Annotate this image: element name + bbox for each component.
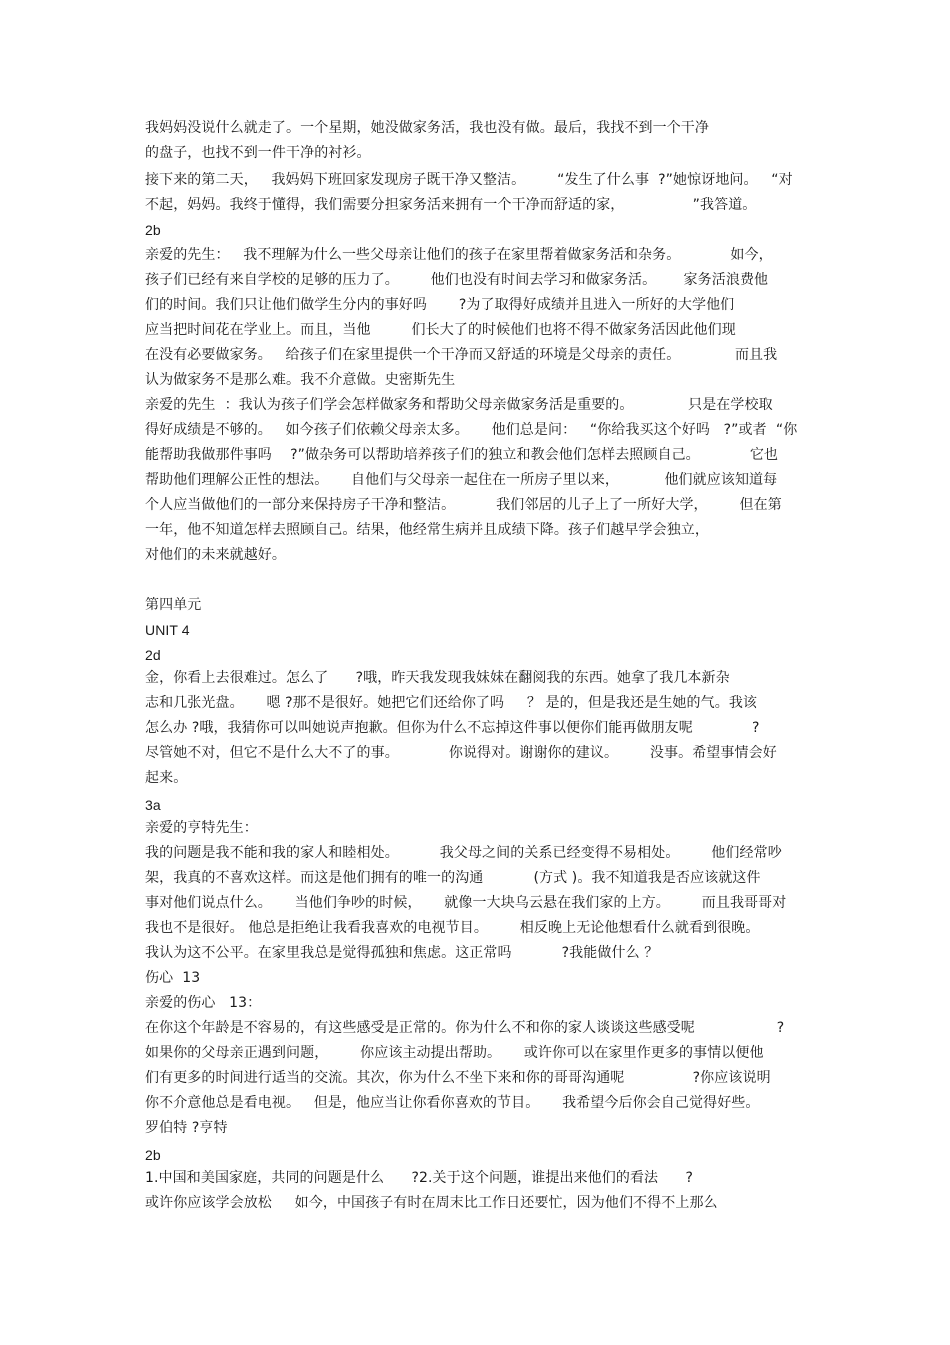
- text-line: 能帮助我做那件事吗 ?”做杂务可以帮助培养孩子们的独立和教会他们怎样去照顾自己。 它也: [145, 447, 779, 463]
- text-line: 金，你看上去很难过。怎么了 ?哦，昨天我发现我妹妹在翻阅我的东西。她拿了我几本新杂: [145, 670, 730, 686]
- text-line: 或许你应该学会放松 如今，中国孩子有时在周末比工作日还要忙，因为他们不得不上那么: [145, 1195, 718, 1211]
- text-line: 1.中国和美国家庭，共同的问题是什么 ?2.关于这个问题，谁提出来他们的看法 ?: [145, 1170, 693, 1186]
- text-line: 怎么办 ?哦，我猜你可以叫她说声抱歉。但你为什么不忘掉这件事以便你们能再做朋友呢 ?: [145, 720, 760, 736]
- text-line: 伤心 13: [145, 970, 201, 986]
- text-line: 架，我真的不喜欢这样。而这是他们拥有的唯一的沟通 (方式 )。我不知道我是否应该就这件: [145, 870, 761, 886]
- section-heading: 2b: [145, 222, 161, 238]
- text-line: 得好成绩是不够的。 如今孩子们依赖父母亲太多。 他们总是问： “你给我买这个好吗 ?”或者 “你: [145, 422, 798, 438]
- text-line: 如果你的父母亲正遇到问题， 你应该主动提出帮助。 或许你可以在家里作更多的事情以便他: [145, 1045, 764, 1061]
- text-line: 我也不是很好。 他总是拒绝让我看我喜欢的电视节目。 相反晚上无论他想看什么就看到很晚。: [145, 920, 760, 936]
- unit-heading-english: UNIT 4: [145, 622, 190, 638]
- text-line: 亲爱的先生： 我不理解为什么一些父母亲让他们的孩子在家里帮着做家务活和杂务。 如今，: [145, 247, 773, 263]
- text-line: 孩子们已经有来自学校的足够的压力了。 他们也没有时间去学习和做家务活。 家务活浪费他: [145, 272, 769, 288]
- text-line: 事对他们说点什么。 当他们争吵的时候， 就像一大块乌云悬在我们家的上方。 而且我哥哥对: [145, 895, 787, 911]
- text-line: 在没有必要做家务。 给孩子们在家里提供一个干净而又舒适的环境是父母亲的责任。 而且我: [145, 347, 778, 363]
- section-heading: 3a: [145, 797, 161, 813]
- text-line: 接下来的第二天， 我妈妈下班回家发现房子既干净又整洁。 “发生了什么事 ?”她惊讶地问。 “对: [145, 172, 793, 188]
- text-line: 起来。: [145, 770, 188, 786]
- text-line: 我认为这不公平。在家里我总是觉得孤独和焦虑。这正常吗 ?我能做什么 ？: [145, 945, 659, 961]
- text-line: 对他们的未来就越好。: [145, 547, 286, 563]
- text-line: 在你这个年龄是不容易的，有这些感受是正常的。你为什么不和你的家人谈谈这些感受呢 ?: [145, 1020, 785, 1036]
- unit-heading: 第四单元: [145, 597, 202, 613]
- text-line: 个人应当做他们的一部分来保持房子干净和整洁。 我们邻居的儿子上了一所好大学， 但在第: [145, 497, 782, 513]
- text-line: 认为做家务不是那么难。我不介意做。史密斯先生: [145, 372, 456, 388]
- text-line: 一年，他不知道怎样去照顾自己。结果，他经常生病并且成绩下降。孩子们越早学会独立，: [145, 522, 709, 538]
- section-heading: 2d: [145, 647, 161, 663]
- text-line: 们的时间。我们只让他们做学生分内的事好吗 ?为了取得好成绩并且进入一所好的大学他们: [145, 297, 735, 313]
- text-line: 亲爱的亨特先生：: [145, 820, 258, 836]
- text-line: 的盘子，也找不到一件干净的衬衫。: [145, 145, 371, 161]
- text-line: 我的问题是我不能和我的家人和睦相处。 我父母之间的关系已经变得不易相处。 他们经常吵: [145, 845, 782, 861]
- text-line: 亲爱的先生 ：我认为孩子们学会怎样做家务和帮助父母亲做家务活是重要的。 只是在学校取: [145, 397, 773, 413]
- text-line: 帮助他们理解公正性的想法。 自他们与父母亲一起住在一所房子里以来， 他们就应该知道每: [145, 472, 778, 488]
- text-line: 亲爱的伤心 13：: [145, 995, 262, 1011]
- text-line: 应当把时间花在学业上。而且，当他 们长大了的时候他们也将不得不做家务活因此他们现: [145, 322, 736, 338]
- text-line: 们有更多的时间进行适当的交流。其次，你为什么不坐下来和你的哥哥沟通呢 ?你应该说明: [145, 1070, 771, 1086]
- text-line: 尽管她不对，但它不是什么大不了的事。 你说得对。谢谢你的建议。 没事。希望事情会好: [145, 745, 777, 761]
- text-line: 罗伯特 ?亨特: [145, 1120, 228, 1136]
- text-line: 我妈妈没说什么就走了。一个星期，她没做家务活，我也没有做。最后，我找不到一个干净: [145, 120, 709, 136]
- text-line: 不起，妈妈。我终于懂得，我们需要分担家务活来拥有一个干净而舒适的家， ”我答道。: [145, 197, 757, 213]
- text-line: 志和几张光盘。 嗯 ?那不是很好。她把它们还给你了吗 ？ 是的，但是我还是生她的气。我该: [145, 695, 758, 711]
- text-line: 你不介意他总是看电视。 但是，他应当让你看你喜欢的节目。 我希望今后你会自己觉得好些。: [145, 1095, 760, 1111]
- section-heading: 2b: [145, 1147, 161, 1163]
